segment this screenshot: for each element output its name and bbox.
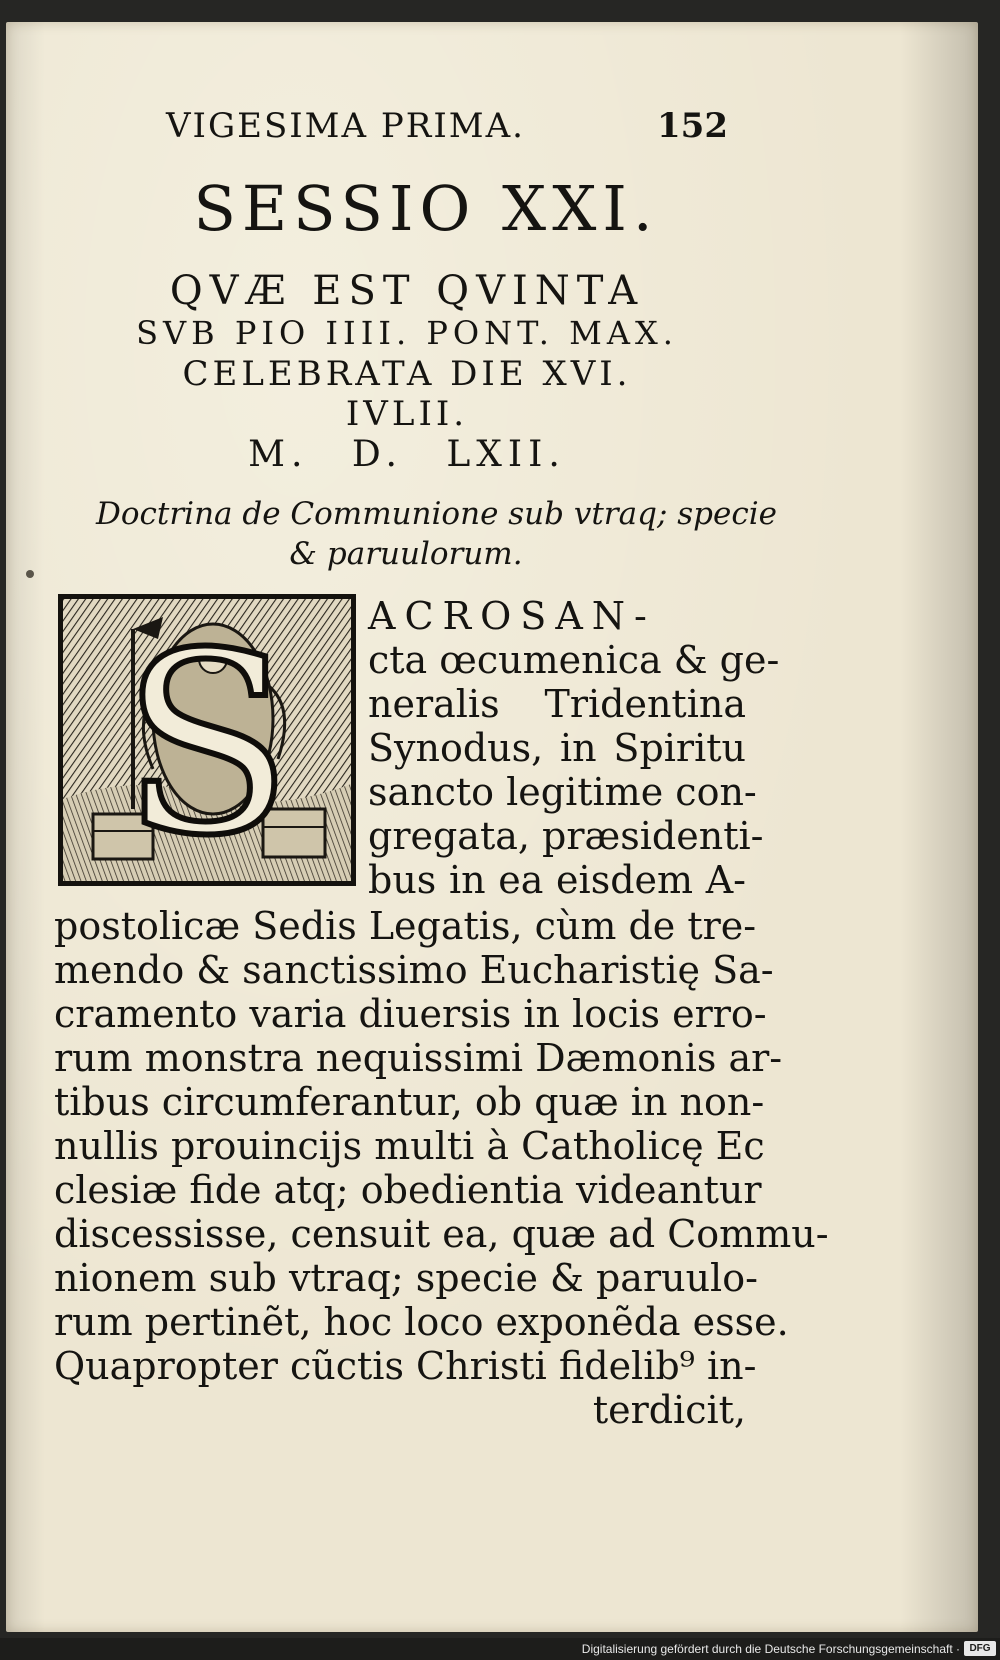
text-line: nullis prouincijs multi à Catholicę Ec [54, 1124, 765, 1168]
text-line: bus in ea eisdem A- [368, 858, 746, 902]
text-line: sancto legitime con- [368, 770, 757, 814]
running-head: VIGESIMA PRIMA. [166, 106, 525, 146]
doctrina-heading: & paruulorum. [289, 536, 523, 572]
text-line: ACROSAN- [368, 594, 656, 638]
ink-spot [26, 570, 34, 578]
decorated-initial-woodcut [58, 594, 356, 886]
text-line: Quapropter cũctis Christi fidelib⁹ in- [54, 1344, 757, 1388]
text-line: neralis Tridentina [368, 682, 746, 726]
dfg-logo-icon: DFG [964, 1641, 996, 1656]
text-line: cramento varia diuersis in locis erro- [54, 992, 767, 1036]
text-line: mendo & sanctissimo Eucharistię Sa- [54, 948, 774, 992]
text-line: cta œcumenica & ge- [368, 638, 780, 682]
text-line: gregata, præsidenti- [368, 814, 764, 858]
text-line: rum pertinẽt, hoc loco exponẽda esse. [54, 1300, 789, 1344]
subtitle-line: CELEBRATA DIE XVI. [182, 354, 632, 394]
subtitle-line: IVLII. [345, 394, 469, 434]
subtitle-line: M. D. LXII. [248, 434, 566, 475]
initial-letter-glyph: S [121, 599, 293, 881]
text-line: discessisse, censuit ea, quæ ad Commu- [54, 1212, 829, 1256]
text-line: Synodus, in Spiritu [368, 726, 746, 770]
text-line: clesiæ fide atq; obedientia videantur [54, 1168, 762, 1212]
page-header [166, 106, 728, 152]
text-line: nionem sub vtraq; specie & paruulo- [54, 1256, 758, 1300]
digitization-footer [0, 1638, 1000, 1660]
woodcut-illustration [63, 599, 351, 881]
text-line: tibus circumferantur, ob quæ in non- [54, 1080, 765, 1124]
catchword: terdicit, [592, 1388, 746, 1432]
funding-credit: Digitalisierung gefördert durch die Deutsche Forschungsgemeinschaft · [581, 1642, 960, 1656]
book-page [6, 22, 978, 1632]
folio-number: 152 [657, 106, 728, 146]
subtitle-line: QVÆ EST QVINTA [169, 268, 645, 314]
text-line: postolicæ Sedis Legatis, cùm de tre- [54, 904, 757, 948]
text-line: rum monstra nequissimi Dæmonis ar- [54, 1036, 783, 1080]
session-title: SESSIO XXI. [193, 172, 659, 245]
subtitle-line: SVB PIO IIII. PONT. MAX. [136, 314, 678, 352]
doctrina-heading: Doctrina de Communione sub vtraq; specie [96, 496, 777, 532]
